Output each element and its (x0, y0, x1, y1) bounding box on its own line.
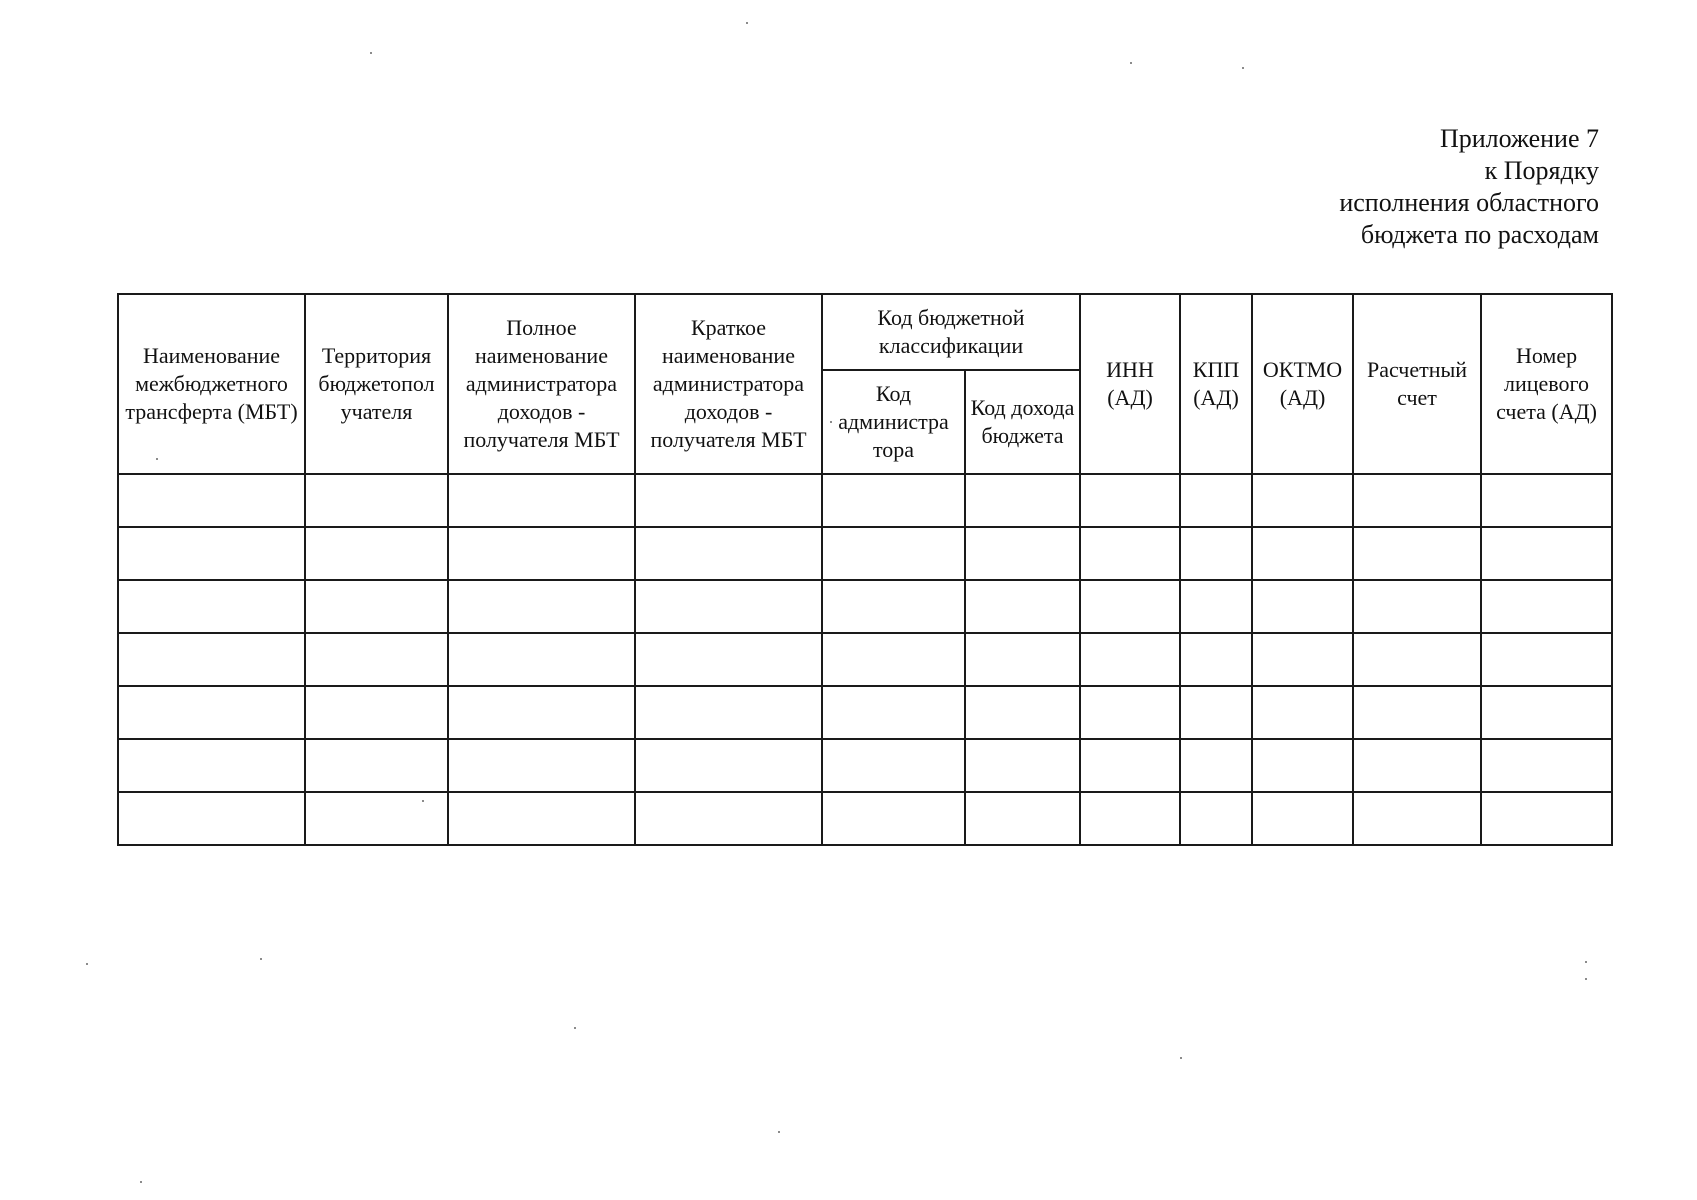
scan-speck (746, 22, 748, 24)
scan-speck (830, 421, 832, 423)
table-cell[interactable] (1353, 580, 1481, 633)
scan-speck (1130, 62, 1132, 64)
header-territory: Территория бюджетопол учателя (305, 294, 448, 474)
header-budget-classification-code: Код бюджетной классификации (822, 294, 1080, 370)
table-cell[interactable] (118, 474, 305, 527)
table-body (118, 474, 1612, 845)
table-row (118, 633, 1612, 686)
table-cell[interactable] (1180, 527, 1252, 580)
table-cell[interactable] (822, 474, 965, 527)
scan-speck (1585, 961, 1587, 963)
table-cell[interactable] (448, 739, 635, 792)
scan-speck (1180, 1057, 1182, 1059)
table-cell[interactable] (965, 580, 1080, 633)
table-cell[interactable] (965, 686, 1080, 739)
table-cell[interactable] (822, 686, 965, 739)
header-income-code: Код дохода бюджета (965, 370, 1080, 474)
header-admin-short-name: Краткое наименование администратора доходов - получателя МБТ (635, 294, 822, 474)
scan-speck (1585, 978, 1587, 980)
table-cell[interactable] (822, 739, 965, 792)
appendix-heading (1339, 123, 1599, 251)
table-cell[interactable] (1180, 792, 1252, 845)
scan-speck (86, 963, 88, 965)
table-cell[interactable] (448, 474, 635, 527)
scan-speck (422, 800, 424, 802)
appendix-reference: к Порядку (1484, 156, 1599, 185)
table-cell[interactable] (1080, 686, 1180, 739)
header-settlement-account: Расчетный счет (1353, 294, 1481, 474)
appendix-document-title: исполнения областного (1339, 188, 1599, 217)
table-cell[interactable] (1252, 686, 1353, 739)
table-row (118, 686, 1612, 739)
table-cell[interactable] (635, 633, 822, 686)
table-cell[interactable] (448, 527, 635, 580)
scan-speck (156, 458, 158, 460)
table-row (118, 527, 1612, 580)
scan-speck (370, 52, 372, 54)
scan-speck (574, 1027, 576, 1029)
table-cell[interactable] (1252, 633, 1353, 686)
table-cell[interactable] (305, 474, 448, 527)
table-cell[interactable] (118, 792, 305, 845)
table-cell[interactable] (118, 633, 305, 686)
scan-speck (260, 958, 262, 960)
table-cell[interactable] (1353, 527, 1481, 580)
header-kpp: КПП (АД) (1180, 294, 1252, 474)
table-cell[interactable] (1481, 792, 1612, 845)
header-oktmo: ОКТМО (АД) (1252, 294, 1353, 474)
table-cell[interactable] (1252, 739, 1353, 792)
table-cell[interactable] (1080, 633, 1180, 686)
header-admin-full-name: Полное наименование администратора доходов - получателя МБТ (448, 294, 635, 474)
appendix-number: Приложение 7 (1439, 124, 1599, 153)
table-cell[interactable] (1080, 739, 1180, 792)
table-cell[interactable] (1180, 686, 1252, 739)
table-cell[interactable] (1080, 474, 1180, 527)
table-cell[interactable] (1252, 527, 1353, 580)
table-cell[interactable] (635, 580, 822, 633)
header-personal-account-number: Номер лицевого счета (АД) (1481, 294, 1612, 474)
table-cell[interactable] (1353, 739, 1481, 792)
table-row (118, 739, 1612, 792)
scan-speck (778, 1131, 780, 1133)
table-cell[interactable] (448, 686, 635, 739)
table-cell[interactable] (635, 792, 822, 845)
table-cell[interactable] (1180, 474, 1252, 527)
table-cell[interactable] (635, 527, 822, 580)
table-cell[interactable] (965, 527, 1080, 580)
table-cell[interactable] (118, 580, 305, 633)
table-cell[interactable] (822, 633, 965, 686)
header-administrator-code: Код администра тора (822, 370, 965, 474)
table-cell[interactable] (965, 633, 1080, 686)
table-row (118, 792, 1612, 845)
table-cell[interactable] (118, 739, 305, 792)
table-cell[interactable] (1180, 580, 1252, 633)
table-cell[interactable] (305, 739, 448, 792)
table-cell[interactable] (1252, 580, 1353, 633)
table-cell[interactable] (1481, 527, 1612, 580)
table-cell[interactable] (1353, 633, 1481, 686)
table-cell[interactable] (635, 474, 822, 527)
table-cell[interactable] (1481, 474, 1612, 527)
table-cell[interactable] (965, 739, 1080, 792)
table-cell[interactable] (305, 527, 448, 580)
table-cell[interactable] (448, 633, 635, 686)
table-cell[interactable] (635, 739, 822, 792)
header-mbt-name: Наименование межбюджетного трансферта (МБТ) (118, 294, 305, 474)
table-cell[interactable] (822, 580, 965, 633)
table-cell[interactable] (1481, 686, 1612, 739)
table-cell[interactable] (1353, 792, 1481, 845)
table-cell[interactable] (305, 580, 448, 633)
table-cell[interactable] (635, 686, 822, 739)
table-cell[interactable] (1481, 633, 1612, 686)
table-cell[interactable] (1353, 474, 1481, 527)
table-cell[interactable] (1252, 474, 1353, 527)
table-cell[interactable] (305, 633, 448, 686)
table-cell[interactable] (118, 686, 305, 739)
table-cell[interactable] (1080, 580, 1180, 633)
table-cell[interactable] (118, 527, 305, 580)
table-cell[interactable] (822, 792, 965, 845)
table-cell[interactable] (1481, 739, 1612, 792)
table-cell[interactable] (1481, 580, 1612, 633)
scan-speck (140, 1181, 142, 1183)
table-cell[interactable] (965, 792, 1080, 845)
table-cell[interactable] (822, 527, 965, 580)
transfer-recipients-table (117, 293, 1613, 846)
table-row (118, 580, 1612, 633)
scan-speck (1242, 67, 1244, 69)
table-cell[interactable] (1252, 792, 1353, 845)
table-cell[interactable] (1080, 792, 1180, 845)
table-cell[interactable] (305, 792, 448, 845)
appendix-document-subtitle: бюджета по расходам (1360, 220, 1599, 249)
table-cell[interactable] (448, 580, 635, 633)
table-cell[interactable] (1180, 739, 1252, 792)
table-cell[interactable] (448, 792, 635, 845)
table-row (118, 474, 1612, 527)
table-cell[interactable] (305, 686, 448, 739)
table-cell[interactable] (1353, 686, 1481, 739)
table-cell[interactable] (1180, 633, 1252, 686)
table-cell[interactable] (1080, 527, 1180, 580)
header-inn: ИНН (АД) (1080, 294, 1180, 474)
table-cell[interactable] (965, 474, 1080, 527)
